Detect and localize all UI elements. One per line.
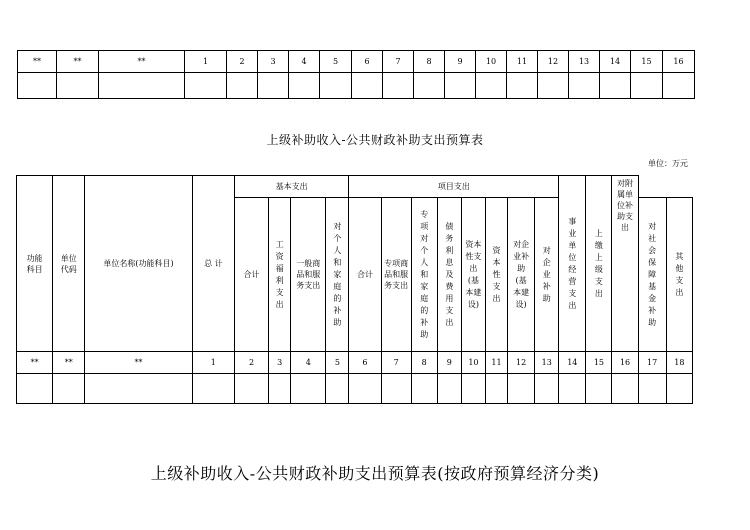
header-capital2: 资本性支出 [485,198,507,352]
cell: 3 [269,352,291,374]
cell: 15 [631,51,663,73]
cell: 5 [320,51,352,73]
header-proj-goods: 专项商品和服务支出 [381,198,411,352]
header-goods: 一般商品和服务支出 [291,198,326,352]
cell: 13 [569,51,600,73]
header-enterprise: 对企业补助(基本建设) [508,198,535,352]
header-other: 其他支出 [666,198,692,352]
cell: 1 [192,352,234,374]
header-capital: 资本性支出(基本建设) [461,198,485,352]
cell: 2 [234,352,268,374]
cell: ** [57,51,99,73]
cell: 6 [349,352,381,374]
header-project: 项目支出 [349,176,559,198]
cell: 18 [666,352,692,374]
cell: 3 [258,51,289,73]
cell: 17 [638,352,666,374]
budget-table [16,175,693,404]
cell: 9 [437,352,461,374]
cell: ** [53,352,85,374]
header-personal: 对个人和家庭的补助 [326,198,349,352]
cell: 1 [185,51,227,73]
top-empty-row [18,73,695,99]
cell: ** [18,51,57,73]
cell: 11 [485,352,507,374]
cell: 16 [612,352,638,374]
header-social: 对社会保障基金补助 [638,198,666,352]
cell: 10 [476,51,507,73]
cell: 15 [586,352,612,374]
header-total: 总 计 [192,176,234,352]
header-affiliated: 对附属单位补助支出 [612,176,638,352]
cell: 12 [508,352,535,374]
cell: 5 [326,352,349,374]
cell: 10 [461,352,485,374]
cell: 6 [352,51,383,73]
section-title: 上级补助收入-公共财政补助支出预算表(按政府预算经济分类) [150,464,600,483]
header-proj-total: 合计 [349,198,381,352]
cell: 7 [383,51,414,73]
header-business: 事业单位经营支出 [559,176,586,352]
table-title: 上级补助收入-公共财政补助支出预算表 [266,133,484,147]
header-row-1 [17,176,693,198]
header-unit-code: 单位代码 [53,176,85,352]
header-unit-name: 单位名称(功能科目) [85,176,192,352]
cell: 8 [414,51,445,73]
cell: 8 [411,352,437,374]
cell: ** [85,352,192,374]
cell: 12 [538,51,569,73]
cell: ** [17,352,53,374]
cell: ** [99,51,185,73]
header-enterprise2: 对企业补助 [535,198,559,352]
cell: 9 [445,51,476,73]
header-func: 功能科目 [17,176,53,352]
unit-label: 单位：万元 [648,159,688,168]
cell: 4 [291,352,326,374]
cell: 16 [663,51,695,73]
data-row-empty [17,374,693,404]
top-table [17,50,695,99]
cell: 14 [600,51,631,73]
cell: 7 [381,352,411,374]
header-debt: 债务利息及费用支出 [437,198,461,352]
header-upper: 上缴上级支出 [586,176,612,352]
header-basic: 基本支出 [234,176,348,198]
cell: 14 [559,352,586,374]
top-index-row [18,51,695,73]
cell: 4 [289,51,320,73]
header-proj-personal: 专项对个人和家庭的补助 [411,198,437,352]
header-wages: 工资福利支出 [269,198,291,352]
cell: 2 [227,51,258,73]
index-row [17,352,693,374]
cell: 11 [507,51,538,73]
cell: 13 [535,352,559,374]
header-basic-total: 合计 [234,198,268,352]
